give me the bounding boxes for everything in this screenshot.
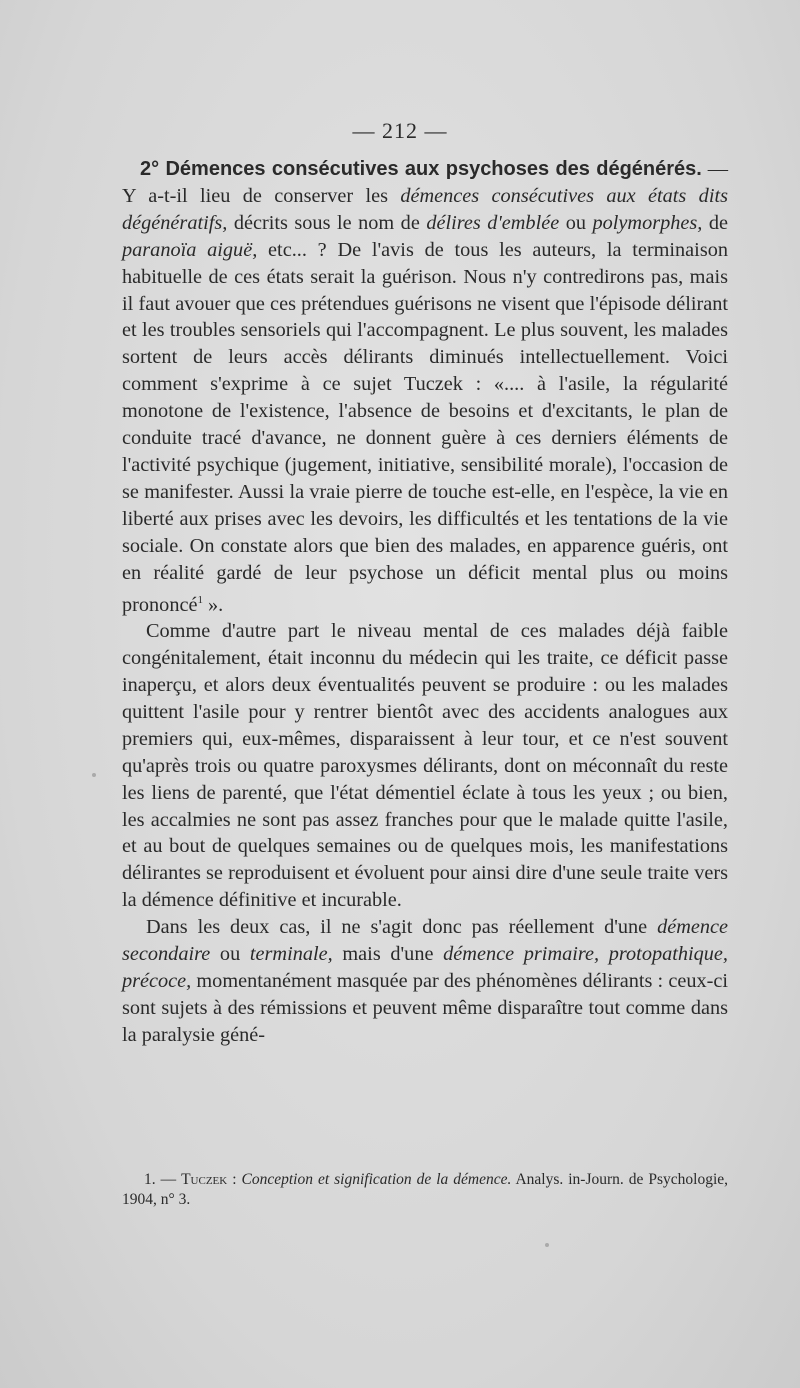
- italic-term: démences consécutives aux états dits dégénératifs,: [122, 184, 728, 234]
- text-run: ou: [559, 211, 593, 234]
- italic-term: polymorphes,: [592, 211, 703, 234]
- paper-speck: [92, 773, 96, 777]
- text-run: mais d'une: [332, 943, 444, 966]
- body-text: [122, 156, 728, 1049]
- footnote-author: Tuczek: [181, 1171, 228, 1188]
- section-heading: [140, 158, 702, 180]
- italic-term: délires d'emblée: [426, 211, 560, 234]
- page-number: — 212 —: [352, 118, 448, 143]
- footnote-text: [122, 1170, 728, 1210]
- footnote-citation: Analys. in-Journ. de Psychologie, 1904, n° 3.: [122, 1171, 729, 1208]
- footnote-reference[interactable]: 1: [197, 593, 203, 606]
- text-run: Y a-t-il lieu de conserver les: [122, 184, 401, 207]
- footnote: [122, 1170, 728, 1210]
- text-run: etc... ? De l'avis de tous les auteurs, la terminaison habituelle de ces états serait la guérison. Nous n'y contredirons pas, mais il faut avouer que ces prétendues guérisons ne visent que l'épisode délirant et les troubles sensoriels qui l'accompagnent. Le plus souvent, les malades sortent de leurs accès délirants diminués intellectuellement. Voici comment s'exprime à ce sujet Tuczek : «.... à l'asile, la régularité monotone de l'existence, l'absence de besoins et d'excitants, le plan de conduite tracé d'avance, ne donnent guère à ces derniers éléments de l'activité psychique (jugement, initiative, sensibilité morale), l'occasion de se manifester. Aussi la vraie pierre de touche est-elle, en l'espèce, la vie en liberté aux prises avec les devoirs, les difficultés et les tentations de la vie sociale. On constate alors que bien des malades, en apparence guéris, ont en réalité gardé de leur psychose un déficit mental plus ou moins prononcé: [122, 238, 728, 616]
- text-run: ou: [210, 943, 250, 966]
- text-run: momentanément masquée par des phénomènes délirants : ceux-ci sont sujets à des rémissions et peuvent même disparaître tout comme dans la paralysie géné-: [122, 969, 728, 1046]
- footnote-title: Conception et signification de la démence.: [241, 1171, 512, 1188]
- text-run: décrits sous le nom de: [227, 211, 427, 234]
- text-run: ».: [202, 593, 224, 616]
- paper-speck: [545, 1243, 549, 1247]
- paragraph-2: Comme d'autre part le niveau mental de ces malades déjà faible congénitalement, était inconnu du médecin qui les traite, ce déficit passe inaperçu, et alors deux éventualités peuvent se produire : ou les malades quittent l'asile pour y rentrer bientôt avec des accidents analogues aux premiers qui, eux-mêmes, disparaissent à leur tour, et ce n'est souvent qu'après trois ou quatre paroxysmes délirants, dont on méconnaît du reste les liens de parenté, que l'état démentiel éclate à tous les yeux ; ou bien, les accalmies ne sont pas assez franches pour que le malade quitte l'asile, et au bout de quelques semaines ou de quelques mois, les manifestations délirantes se reproduisent et évoluent pour ainsi dire d'une seule traite vers la démence définitive et incurable.: [122, 620, 728, 912]
- text-run: :: [227, 1171, 242, 1188]
- italic-term: démence primaire, protopathique, précoce,: [122, 943, 729, 992]
- italic-term: démence secondaire: [122, 916, 728, 966]
- text-run: Dans les deux cas, il ne s'agit donc pas réellement d'une: [146, 916, 658, 939]
- section-title: Démences consécutives aux psychoses des dégénérés.: [165, 158, 702, 180]
- italic-term: paranoïa aiguë,: [122, 238, 258, 261]
- italic-term: terminale,: [249, 943, 333, 966]
- paragraph-3: [122, 914, 728, 1049]
- section-number: 2°: [140, 158, 160, 180]
- text-run: de: [702, 211, 728, 234]
- heading-dash: —: [701, 158, 728, 180]
- paragraph-1: [122, 156, 728, 618]
- footnote-marker: 1. —: [144, 1171, 182, 1188]
